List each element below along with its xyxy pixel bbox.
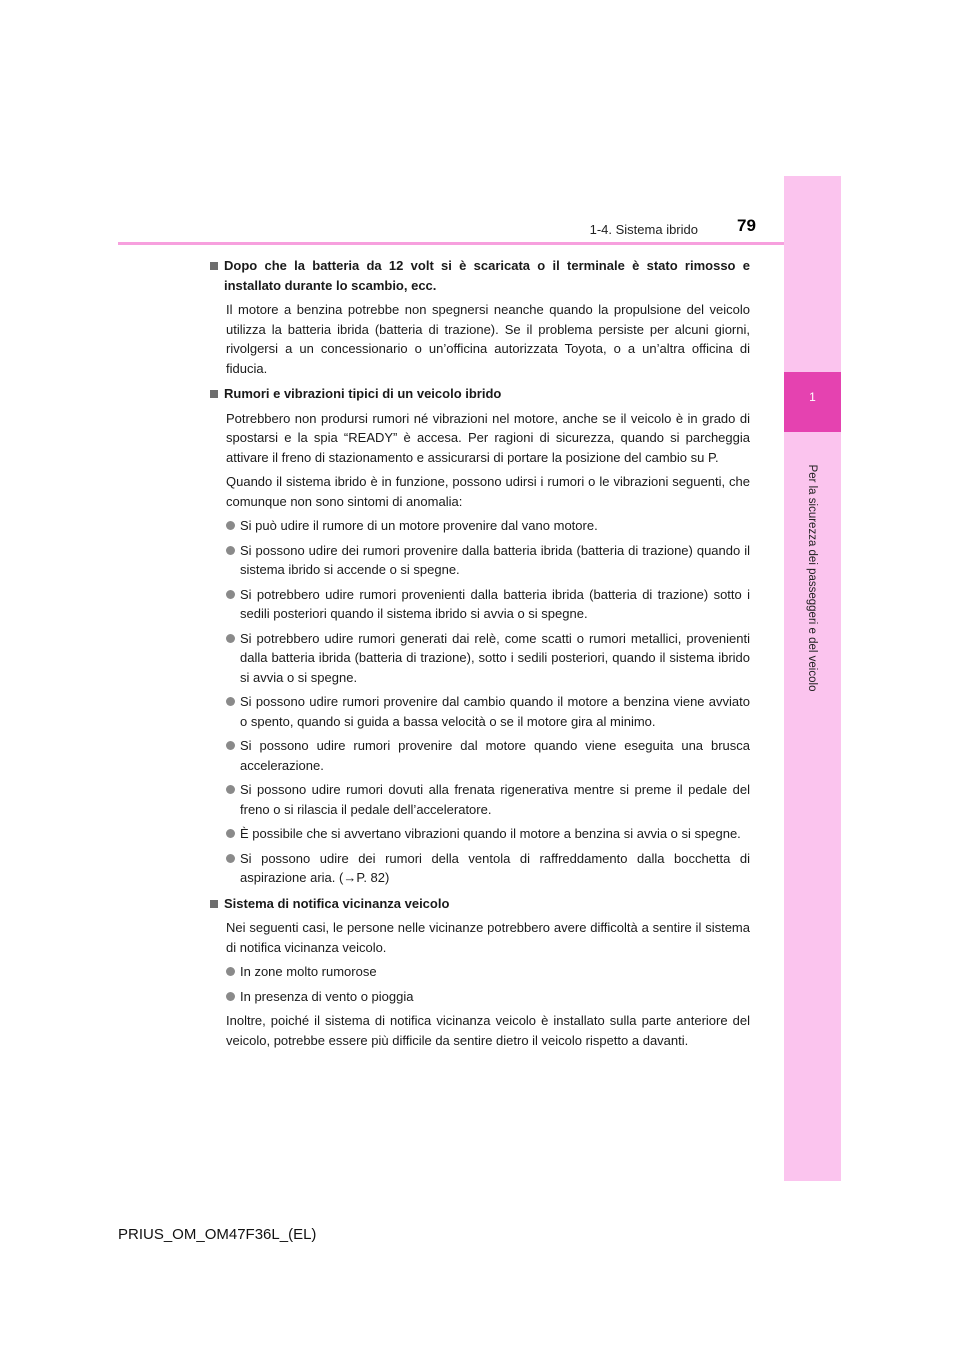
paragraph: Potrebbero non prodursi rumori né vibrazioni nel motore, anche se il veicolo è in grado di spostarsi e la spia “READY” è accesa. Per ragioni di sicurezza, quando si parcheggia attivare il freno di stazionamento e assicurarsi di portare la posizione del cambio su P. [226,410,750,465]
bullet-dot-icon [226,521,235,530]
section-heading: Dopo che la batteria da 12 volt si è scaricata o il terminale è stato rimosso e installato durante lo scambio, ecc. [210,256,750,295]
section-heading: Sistema di notifica vicinanza veicolo [210,894,750,914]
page-content [210,256,750,1056]
section-heading: Rumori e vibrazioni tipici di un veicolo ibrido [210,384,750,404]
list-item: Si possono udire rumori dovuti alla frenata rigenerativa mentre si preme il pedale del freno o si rilascia il pedale dell’acceleratore. [226,780,750,819]
list-item: In zone molto rumorose [226,962,750,982]
bullet-dot-icon [226,634,235,643]
chapter-number: 1 [809,390,816,404]
bullet-dot-icon [226,546,235,555]
header-rule [118,242,784,245]
square-bullet-icon [210,900,218,908]
bullet-dot-icon [226,697,235,706]
list-item: Si possono udire dei rumori provenire dalla batteria ibrida (batteria di trazione) quando il sistema ibrido si accende o si spegne. [226,541,750,580]
list-item: Si possono udire rumori provenire dal cambio quando il motore a benzina viene avviato o spento, quando si guida a bassa velocità o se il motore gira al minimo. [226,692,750,731]
document-code: PRIUS_OM_OM47F36L_(EL) [118,1226,317,1243]
bullet-dot-icon [226,854,235,863]
section-hybrid-noises [210,384,750,888]
paragraph: Quando il sistema ibrido è in funzione, possono udirsi i rumori o le vibrazioni seguenti, che comunque non sono sintomi di anomalia: [226,474,750,509]
paragraph: Il motore a benzina potrebbe non spegnersi neanche quando la propulsione del veicolo utilizza la batteria ibrida (batteria di trazione). Se il problema persiste per alcuni giorni, rivolgersi a un concessionario o un’officina autorizzata Toyota, o a un’altra officina di fiducia. [226,302,750,376]
chapter-label: Per la sicurezza dei passeggeri e del veicolo [806,464,818,692]
page-number: 79 [737,216,756,235]
section-vehicle-proximity-notification [210,894,750,1051]
bullet-dot-icon [226,829,235,838]
section-title: 1-4. Sistema ibrido [589,222,698,237]
list-item: Si può udire il rumore di un motore provenire dal vano motore. [226,516,750,536]
bullet-dot-icon [226,785,235,794]
section-battery-reset [210,256,750,378]
list-item: Si possono udire rumori provenire dal motore quando viene eseguita una brusca accelerazione. [226,736,750,775]
list-item: In presenza di vento o pioggia [226,987,750,1007]
list-item: È possibile che si avvertano vibrazioni quando il motore a benzina si avvia o si spegne. [226,824,750,844]
square-bullet-icon [210,262,218,270]
list-item: Si possono udire dei rumori della ventola di raffreddamento dalla bocchetta di aspirazione aria. (→P. 82) [226,849,750,888]
paragraph: Nei seguenti casi, le persone nelle vicinanze potrebbero avere difficoltà a sentire il sistema di notifica vicinanza veicolo. [226,920,750,955]
bullet-dot-icon [226,590,235,599]
bullet-dot-icon [226,967,235,976]
bullet-dot-icon [226,992,235,1001]
bullet-dot-icon [226,741,235,750]
square-bullet-icon [210,390,218,398]
list-item: Si potrebbero udire rumori provenienti dalla batteria ibrida (batteria di trazione) sotto i sedili posteriori quando il sistema ibrido si avvia o si spegne. [226,585,750,624]
list-item: Si potrebbero udire rumori generati dai relè, come scatti o rumori metallici, provenienti dalla batteria ibrida (batteria di trazione), sotto i sedili posteriori, quando il sistema ibrido si avvia o si spegne. [226,629,750,688]
paragraph: Inoltre, poiché il sistema di notifica vicinanza veicolo è installato sulla parte anteriore del veicolo, potrebbe essere più difficile da sentire dietro il veicolo rispetto a davanti. [226,1013,750,1048]
